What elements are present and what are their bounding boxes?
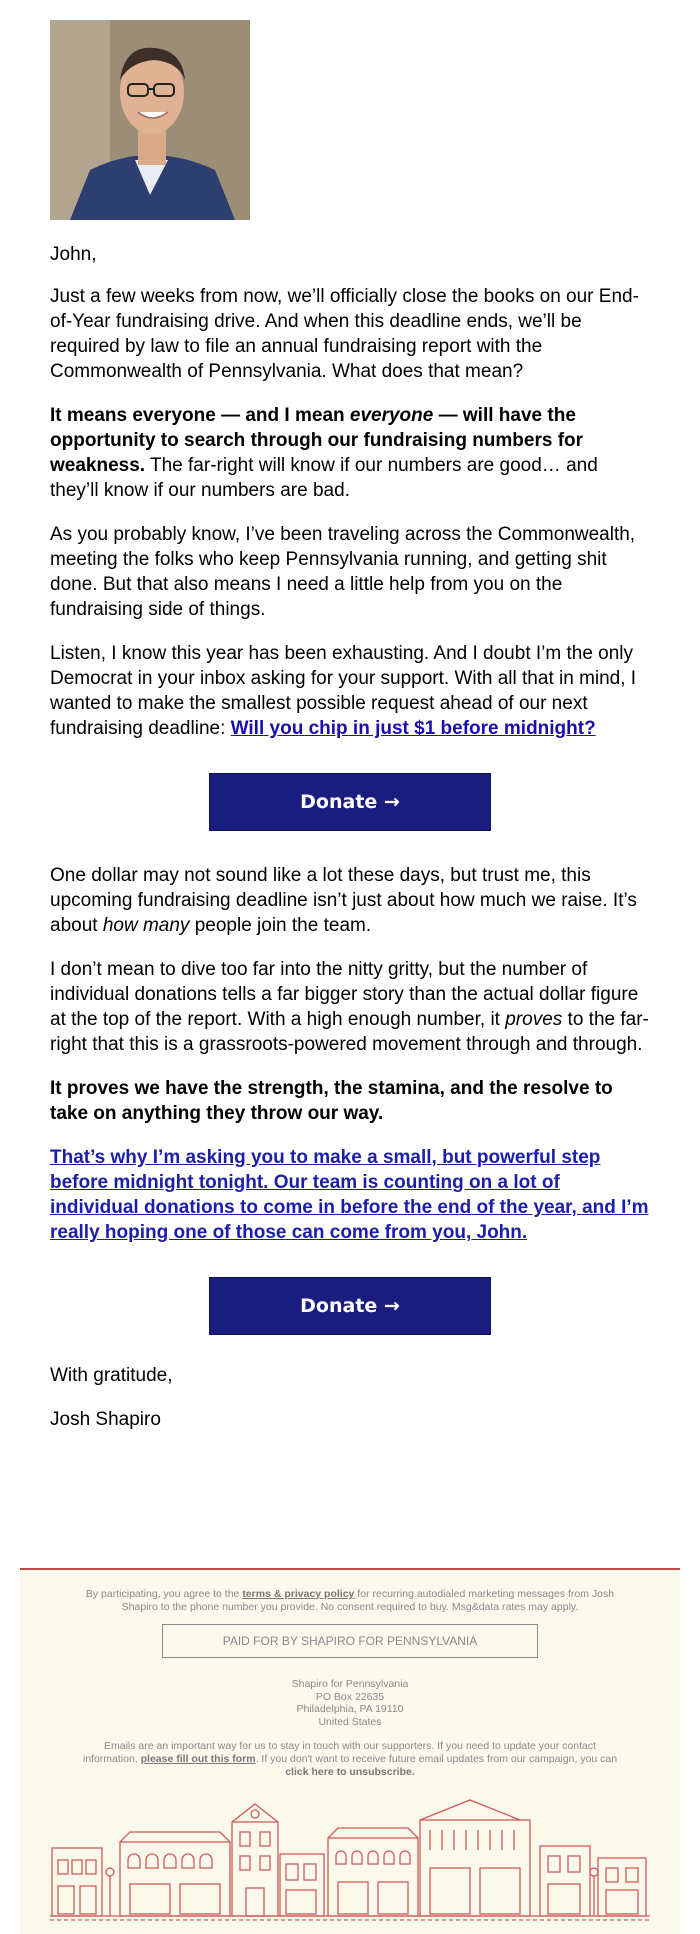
paragraph-8 — [50, 1145, 650, 1245]
donate-button[interactable]: Donate → — [209, 773, 491, 831]
paragraph-1: Just a few weeks from now, we’ll officially close the books on our End-of-Year fundraising drive. And when this deadline ends, we’ll be required by law to file an annual fundraising report with the Commonwealth of Pennsylvania. What does that mean? — [50, 286, 639, 382]
paragraph-5: One dollar may not sound like a lot these days, but trust me, this upcoming fundraising deadline isn’t just about how much we raise. It’s about how many people join the team. — [50, 865, 637, 936]
paragraph-4: Listen, I know this year has been exhausting. And I doubt I’m the only Democrat in your inbox asking for your support. With all that in mind, I wanted to make the smallest possible request ahead of our next fundraising deadline: Will you chip in just $1 before midnight? — [50, 643, 637, 739]
legal-text: By participating, you agree to the terms & privacy policy for recurring autodialed marketing messages from Josh Shapiro to the phone number you provide. No consent required to buy. Msg&data rates may apply. — [85, 1588, 615, 1613]
unsubscribe-link[interactable]: click here to unsubscribe. — [285, 1766, 415, 1778]
update-info-link[interactable]: please fill out this form — [140, 1753, 256, 1765]
footer — [20, 1568, 680, 1934]
chip-in-link[interactable]: Will you chip in just $1 before midnight? — [230, 718, 596, 739]
unsubscribe-text: Emails are an important way for us to stay in touch with our supporters. If you need to update your contact information, please fill out this form. If you don't want to receive future email updates from our campaign, you can click here to unsubscribe. — [82, 1740, 618, 1778]
closing: With gratitude, — [50, 1365, 173, 1386]
mailing-address: Shapiro for Pennsylvania PO Box 22635 Philadelphia, PA 19110 United States — [291, 1678, 409, 1728]
paragraph-6: I don’t mean to dive too far into the nitty gritty, but the number of individual donations tells a far bigger story than the actual dollar figure at the top of the report. With a high enough number, it proves to the far-right that this is a grassroots-powered movement through and through. — [50, 959, 649, 1055]
paragraph-7: It proves we have the strength, the stamina, and the resolve to take on anything they throw our way. — [50, 1078, 613, 1124]
donate-button-2[interactable]: Donate → — [209, 1277, 491, 1335]
candidate-photo — [50, 20, 250, 220]
city-skyline-illustration — [50, 1798, 650, 1928]
paragraph-3: As you probably know, I’ve been traveling across the Commonwealth, meeting the folks who keep Pennsylvania running, and getting shit done. But that also means I need a little help from you on the fundraising side of things. — [50, 524, 636, 620]
terms-privacy-link[interactable]: terms & privacy policy — [242, 1588, 355, 1600]
paid-for-disclaimer: PAID FOR BY SHAPIRO FOR PENNSYLVANIA — [162, 1624, 538, 1658]
signature: Josh Shapiro — [50, 1409, 161, 1430]
greeting: John, — [50, 244, 97, 265]
donate-step-link[interactable]: That’s why I’m asking you to make a small, but powerful step before midnight tonight. Our team is counting on a lot of individual donations to come in before the end of the year, and I’m really hoping one of those can come from you, John. — [50, 1147, 649, 1243]
paragraph-2: It means everyone — and I mean everyone — will have the opportunity to search through our fundraising numbers for weakness. The far-right will know if our numbers are good… and they’ll know if our numbers are bad. — [50, 405, 598, 501]
email-body — [50, 20, 650, 1451]
